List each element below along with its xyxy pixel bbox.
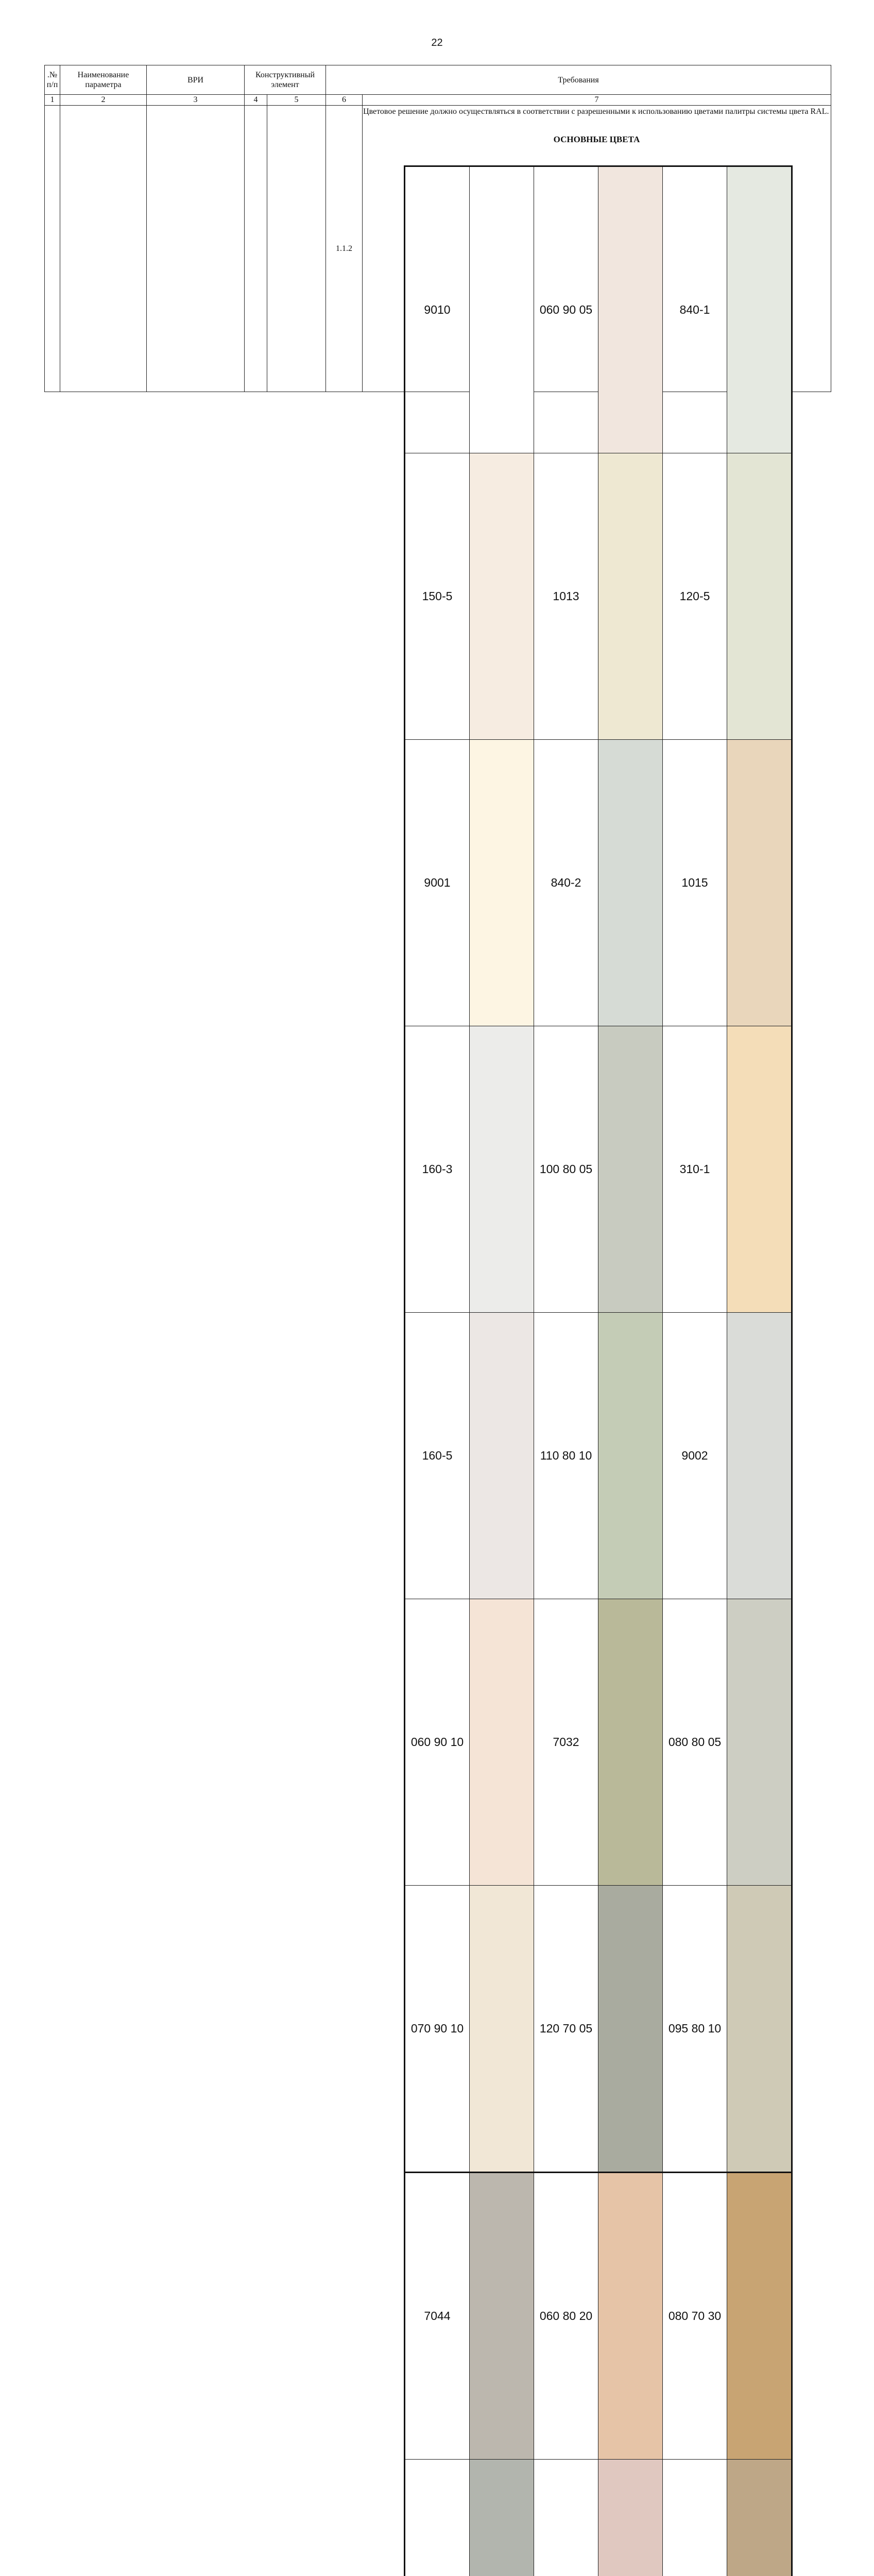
col-num-3: 3 [147,95,245,106]
requirements-text: Цветовое решение должно осуществляться в соответствии с разрешенными к использованию цветами палитры системы цвета RAL. [363,106,831,117]
header-vri: ВРИ [147,65,245,95]
palette-row [405,1313,792,1599]
color-code: 1015 [663,740,727,1026]
color-swatch [598,1886,663,2173]
header-element: Конструктивный элемент [245,65,326,95]
page-number: 22 [0,37,874,49]
color-swatch [470,2460,534,2576]
color-swatch [470,2173,534,2460]
palette-row [405,166,792,453]
color-swatch [727,2460,792,2576]
color-swatch [598,1599,663,1886]
header-requirements: Требования [326,65,831,95]
color-code: 070 90 10 [405,1886,470,2173]
color-swatch [598,1313,663,1599]
table-row [45,106,831,392]
color-swatch [470,1026,534,1313]
color-swatch [598,453,663,740]
color-code: 080 70 30 [663,2173,727,2460]
col-num-2: 2 [60,95,147,106]
col-num-4: 4 [245,95,267,106]
color-swatch [727,1886,792,2173]
color-code [534,2460,598,2576]
header-no: .№ п/п [45,65,60,95]
color-swatch [598,2173,663,2460]
color-swatch [470,453,534,740]
palette-row [405,1599,792,1886]
color-code [663,2460,727,2576]
col-num-7: 7 [363,95,831,106]
color-code: 160-3 [405,1026,470,1313]
requirements-table [44,65,831,392]
palette-title: ОСНОВНЫЕ ЦВЕТА [363,134,831,144]
color-swatch [470,166,534,453]
header-param: Наименование параметра [60,65,147,95]
color-code: 840-1 [663,166,727,453]
color-code: 120 70 05 [534,1886,598,2173]
palette-row [405,1886,792,2173]
color-code: 160-5 [405,1313,470,1599]
color-swatch [727,453,792,740]
color-swatch [727,1313,792,1599]
color-swatch [470,740,534,1026]
palette-row [405,2460,792,2576]
col-num-6: 6 [326,95,363,106]
color-swatch [727,166,792,453]
color-code: 060 90 05 [534,166,598,453]
color-code: 060 80 20 [534,2173,598,2460]
color-code: 1013 [534,453,598,740]
color-code: 080 80 05 [663,1599,727,1886]
color-code: 7032 [534,1599,598,1886]
color-swatch [598,740,663,1026]
cell-empty-4 [245,106,267,392]
color-swatch [470,1313,534,1599]
cell-empty-3 [147,106,245,392]
color-code: 9001 [405,740,470,1026]
color-swatch [598,166,663,453]
row-code: 1.1.2 [326,106,363,392]
color-code: 110 80 10 [534,1313,598,1599]
color-code: 100 80 05 [534,1026,598,1313]
color-swatch [470,1886,534,2173]
color-swatch [727,740,792,1026]
palette-row [405,453,792,740]
color-palette-table [404,165,793,2576]
color-code: 840-2 [534,740,598,1026]
color-code: 9002 [663,1313,727,1599]
requirements-cell [363,106,831,392]
color-swatch [727,1026,792,1313]
palette-row [405,740,792,1026]
color-swatch [727,2173,792,2460]
color-code: 095 80 10 [663,1886,727,2173]
column-numbers-row [45,95,831,106]
color-swatch [598,1026,663,1313]
color-swatch [470,1599,534,1886]
color-code: 060 90 10 [405,1599,470,1886]
col-num-5: 5 [267,95,326,106]
cell-empty-1 [45,106,60,392]
cell-empty-2 [60,106,147,392]
color-code: 310-1 [663,1026,727,1313]
color-code [405,2460,470,2576]
col-num-1: 1 [45,95,60,106]
color-swatch [598,2460,663,2576]
color-swatch [727,1599,792,1886]
palette-row [405,2173,792,2460]
color-code: 150-5 [405,453,470,740]
cell-empty-5 [267,106,326,392]
color-code: 9010 [405,166,470,453]
palette-row [405,1026,792,1313]
color-code: 120-5 [663,453,727,740]
color-code: 7044 [405,2173,470,2460]
